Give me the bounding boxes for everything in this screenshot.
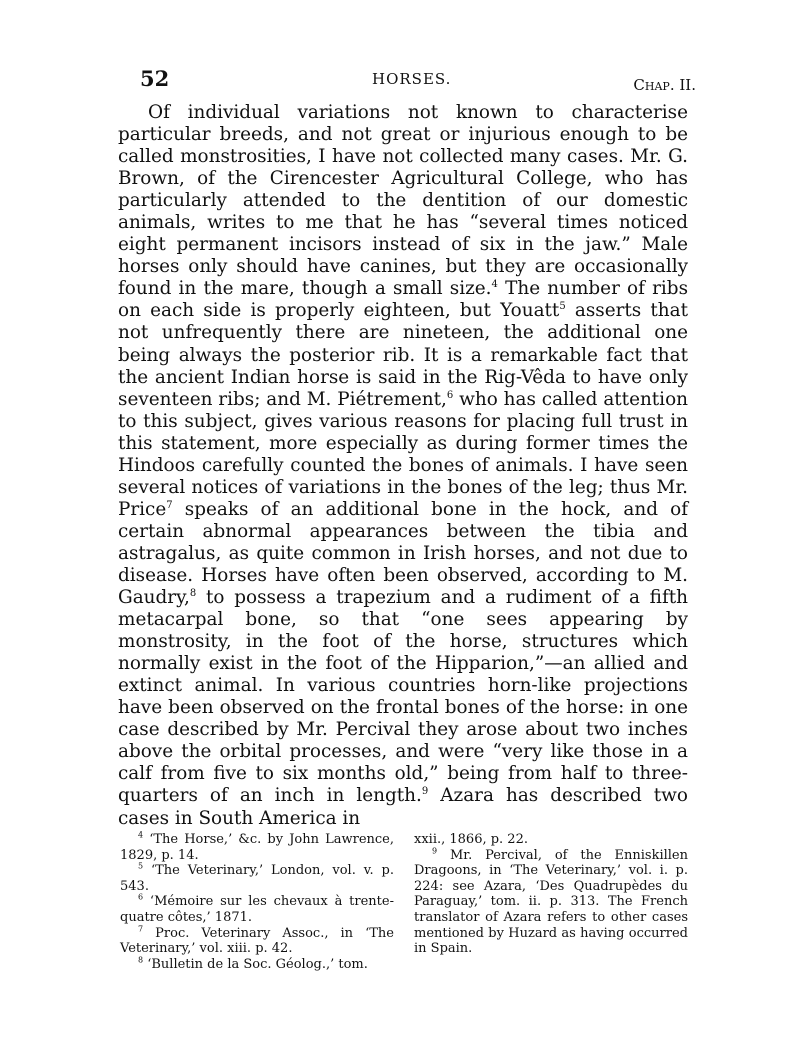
page-number: 52 [140,66,170,91]
footnote-5 [120,863,394,894]
body-text [118,102,688,830]
footnote-mark: 7 [138,924,144,934]
footnote-text: Mr. Percival, of the Enniskillen Dragoons, in ‘The Veterinary,’ vol. i. p. 224: see Azara, ‘Des Quadrupèdes du Paraguay,’ tom. ii. p. 313. The French translator of Azara refers to other cases mentioned by Huzard as having occurred in Spain. [414,847,688,957]
body-text-run: asserts that not unfrequently there are nineteen, the additional one being always the posterior rib. It is a remarkable fact that the ancient Indian horse is said in the Rig-Vêda to have only seventeen ribs; and M. Piétrement, [118,300,689,410]
body-paragraph [118,102,688,830]
footnote-mark: 6 [138,893,144,903]
footnote-ref-7: 7 [166,499,173,511]
body-text-run: The number of ribs on each side is properly eighteen, but Youatt [118,278,689,322]
footnote-4 [120,832,394,863]
footnote-6 [120,894,394,925]
footnotes-right-column [414,832,688,972]
footnote-mark: 8 [138,955,144,965]
footnote-text: ‘Bulletin de la Soc. Géolog.,’ tom. [143,956,368,972]
footnote-ref-8: 8 [189,587,197,599]
footnote-7 [120,926,394,957]
footnote-ref-9: 9 [421,786,429,798]
body-text-run: Azara has described two cases in South America in [118,785,688,829]
footnote-ref-4: 4 [491,279,498,291]
footnote-text: ‘Mémoire sur les chevaux à trente-quatre côtes,’ 1871. [120,894,394,925]
footnote-ref-5: 5 [559,301,566,313]
footnote-mark: 4 [138,830,144,840]
footnote-text: Proc. Veterinary Assoc., in ‘The Veterinary,’ vol. xiii. p. 42. [120,925,394,957]
footnote-text: ‘The Horse,’ &c. by John Lawrence, 1829, p. 14. [120,832,394,863]
page-header [140,66,700,96]
footnotes [120,832,688,972]
footnote-text: ‘The Veterinary,’ London, vol. v. p. 543. [120,863,394,894]
body-text-run: Of individual variations not known to characterise particular breeds, and not great or injurious enough to be called monstrosities, I have not collected many cases. Mr. G. Brown, of the Cirencester Agricultural College, who has particularly attended to the dentition of our domestic animals, writes to me that he has “several times noticed eight permanent incisors instead of six in the jaw.” Male horses only should have canines, but they are occasionally found in the mare, though a small size. [118,102,688,300]
footnote-mark: 9 [432,846,438,856]
footnote-9 [414,848,688,957]
footnotes-left-column [120,832,394,972]
body-text-run: speaks of an additional bone in the hock, and of certain abnormal appearances between the tibia and astragalus, as quite common in Irish horses, and not due to disease. Horses have often been observed, according to M. Gaudry, [118,498,688,609]
body-text-run: to possess a trapezium and a rudiment of a fifth metacarpal bone, so that “one sees appearing by monstrosity, in the foot of the horse, structures which normally exist in the foot of the Hipparion,”—an allied and extinct animal. In various countries horn-like projections have been observed on the frontal bones of the horse: in one case described by Mr. Percival they arose about two inches above the orbital processes, and were “very like those in a calf from five to six months old,” being from half to three-quarters of an inch in length. [118,587,688,807]
running-title: HORSES. [372,70,452,88]
chapter-label: Chap. II. [633,76,696,94]
footnote-mark: 5 [138,861,144,871]
body-text-run: who has called attention to this subject, gives various reasons for placing full trust in this statement, more especially as during former times the Hindoos carefully counted the bones of animals. I have seen several notices of variations in the bones of the leg; thus Mr. Price [118,388,688,520]
footnote-8 [120,957,394,973]
footnote-ref-6: 6 [446,389,454,401]
footnote-continuation: xxii., 1866, p. 22. [414,832,528,847]
